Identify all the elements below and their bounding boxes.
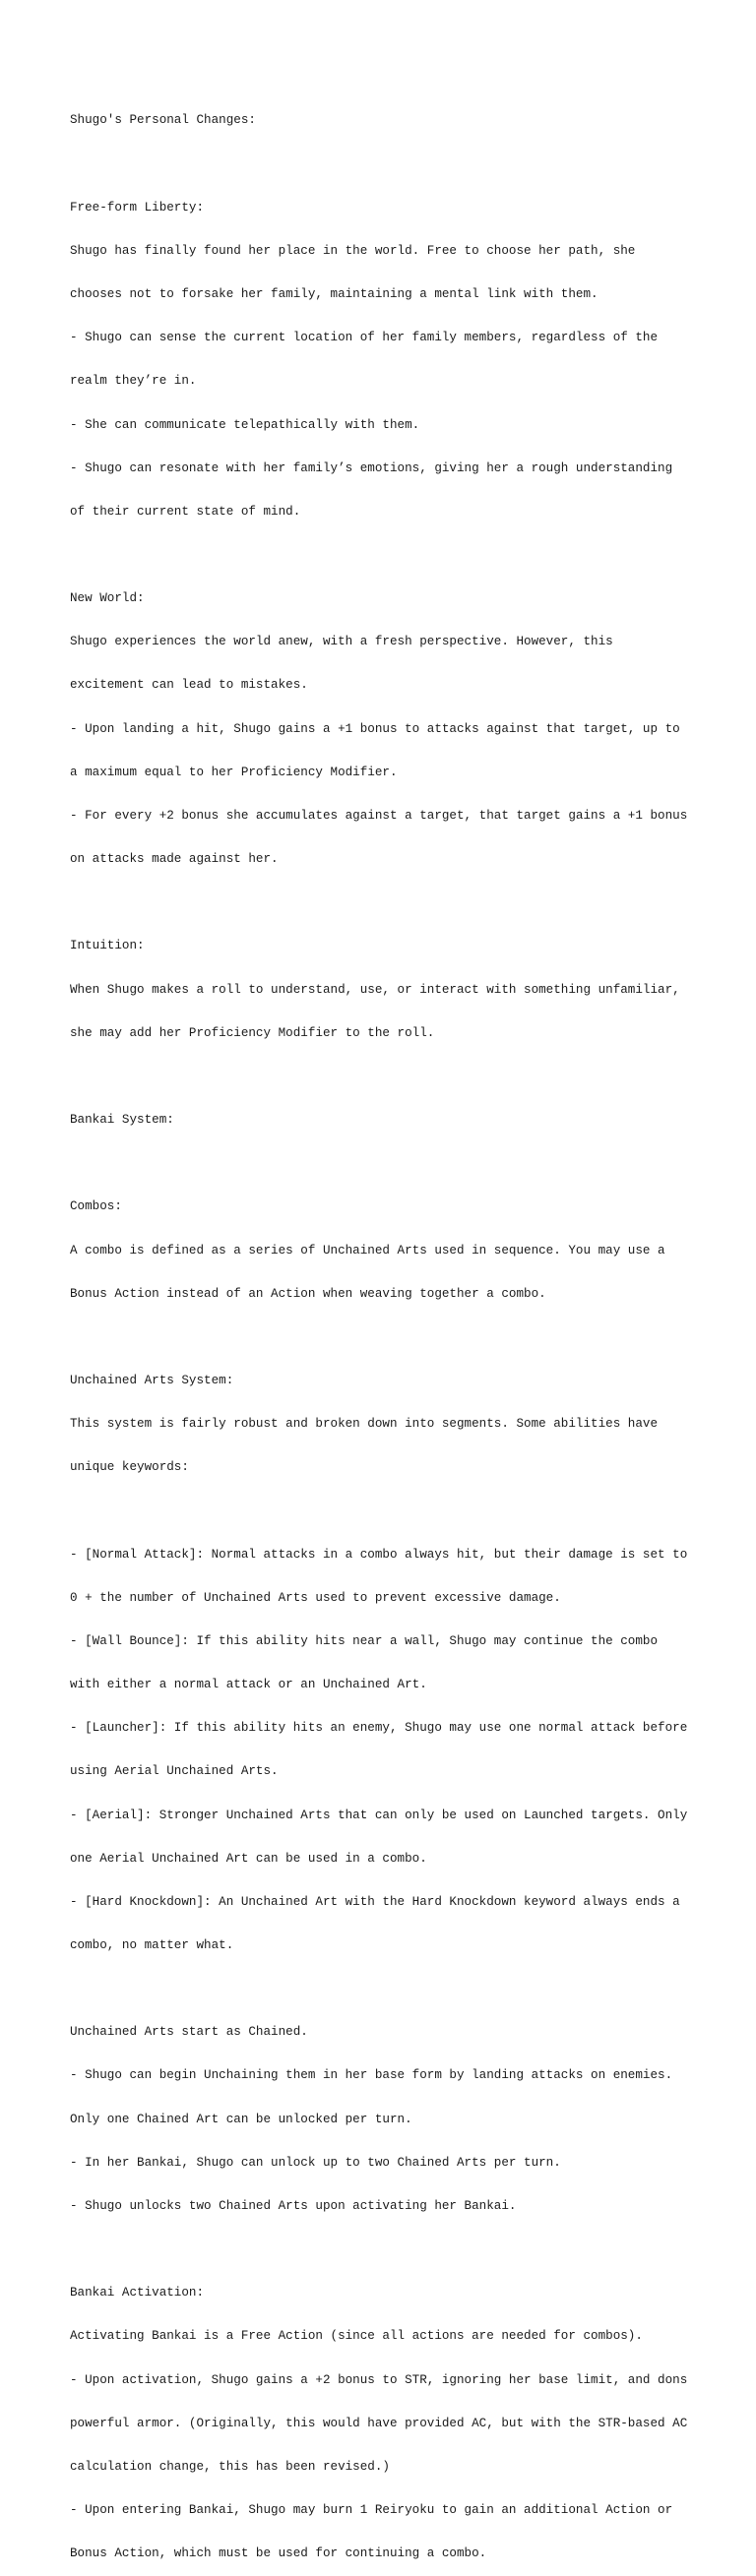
text-line: chooses not to forsake her family, maintaining a mental link with them. xyxy=(70,287,598,302)
text-line: calculation change, this has been revised.) xyxy=(70,2459,390,2474)
text-line: Unchained Arts start as Chained. xyxy=(70,2025,308,2040)
text-line: New World: xyxy=(70,591,145,606)
text-line xyxy=(70,548,720,563)
text-line: one Aerial Unchained Art can be used in a combo. xyxy=(70,1851,427,1866)
text-line xyxy=(70,1982,720,1996)
text-line: Shugo has finally found her place in the world. Free to choose her path, she xyxy=(70,243,636,258)
text-line: - [Hard Knockdown]: An Unchained Art with the Hard Knockdown keyword always ends a xyxy=(70,1894,680,1909)
text-line: Intuition: xyxy=(70,939,145,953)
text-line: - [Wall Bounce]: If this ability hits near a wall, Shugo may continue the combo xyxy=(70,1633,659,1648)
text-line: using Aerial Unchained Arts. xyxy=(70,1764,279,1779)
text-line: - Shugo can begin Unchaining them in her base form by landing attacks on enemies. xyxy=(70,2068,673,2083)
text-line: - For every +2 bonus she accumulates against a target, that target gains a +1 bonus xyxy=(70,808,688,823)
text-line: - Shugo can sense the current location of her family members, regardless of the xyxy=(70,331,659,345)
text-line: - Upon entering Bankai, Shugo may burn 1 Reiryoku to gain an additional Action or xyxy=(70,2503,673,2518)
text-line: unique keywords: xyxy=(70,1460,189,1475)
text-line: - Upon activation, Shugo gains a +2 bonus to STR, ignoring her base limit, and dons xyxy=(70,2372,688,2387)
text-line: - Shugo can resonate with her family’s emotions, giving her a rough understanding xyxy=(70,460,673,475)
text-line: a maximum equal to her Proficiency Modifier. xyxy=(70,765,398,779)
text-line: Bankai System: xyxy=(70,1113,174,1128)
text-line: on attacks made against her. xyxy=(70,852,279,867)
text-line: - [Aerial]: Stronger Unchained Arts that can only be used on Launched targets. Only xyxy=(70,1808,688,1822)
document-body xyxy=(70,85,720,2576)
text-line xyxy=(70,1070,720,1084)
text-line: Unchained Arts System: xyxy=(70,1373,234,1387)
text-line xyxy=(70,895,720,910)
text-line: powerful armor. (Originally, this would have provided AC, but with the STR-based AC xyxy=(70,2416,688,2430)
text-line: A combo is defined as a series of Unchained Arts used in sequence. You may use a xyxy=(70,1243,665,1257)
text-line xyxy=(70,1503,720,1518)
text-line: 0 + the number of Unchained Arts used to prevent excessive damage. xyxy=(70,1590,561,1605)
text-line xyxy=(70,2242,720,2257)
text-line: - Shugo unlocks two Chained Arts upon activating her Bankai. xyxy=(70,2198,517,2213)
text-line: - Upon landing a hit, Shugo gains a +1 bonus to attacks against that target, up to xyxy=(70,721,680,736)
text-line: Bonus Action, which must be used for continuing a combo. xyxy=(70,2546,487,2561)
text-line: Shugo's Personal Changes: xyxy=(70,113,256,128)
text-line: - She can communicate telepathically with them. xyxy=(70,417,420,432)
text-line: Bankai Activation: xyxy=(70,2286,205,2300)
text-line: Shugo experiences the world anew, with a fresh perspective. However, this xyxy=(70,635,613,649)
text-line xyxy=(70,157,720,172)
text-line: - [Launcher]: If this ability hits an enemy, Shugo may use one normal attack before xyxy=(70,1721,688,1736)
text-line: excitement can lead to mistakes. xyxy=(70,678,308,693)
text-line xyxy=(70,1330,720,1345)
text-line: realm they’re in. xyxy=(70,374,197,389)
text-line: with either a normal attack or an Unchained Art. xyxy=(70,1678,427,1692)
text-line: Bonus Action instead of an Action when weaving together a combo. xyxy=(70,1286,546,1301)
text-line: This system is fairly robust and broken down into segments. Some abilities have xyxy=(70,1417,659,1432)
text-line: When Shugo makes a roll to understand, use, or interact with something unfamiliar, xyxy=(70,982,680,997)
text-line: Activating Bankai is a Free Action (since all actions are needed for combos). xyxy=(70,2329,643,2344)
text-line: Only one Chained Art can be unlocked per turn. xyxy=(70,2112,412,2126)
text-line: Free-form Liberty: xyxy=(70,200,205,215)
text-line: of their current state of mind. xyxy=(70,504,301,519)
text-line: Combos: xyxy=(70,1199,122,1214)
text-line: - [Normal Attack]: Normal attacks in a combo always hit, but their damage is set to xyxy=(70,1547,688,1562)
text-line: - In her Bankai, Shugo can unlock up to two Chained Arts per turn. xyxy=(70,2155,561,2170)
text-line: combo, no matter what. xyxy=(70,1938,234,1952)
text-line xyxy=(70,1156,720,1171)
text-line: she may add her Proficiency Modifier to the roll. xyxy=(70,1025,435,1040)
